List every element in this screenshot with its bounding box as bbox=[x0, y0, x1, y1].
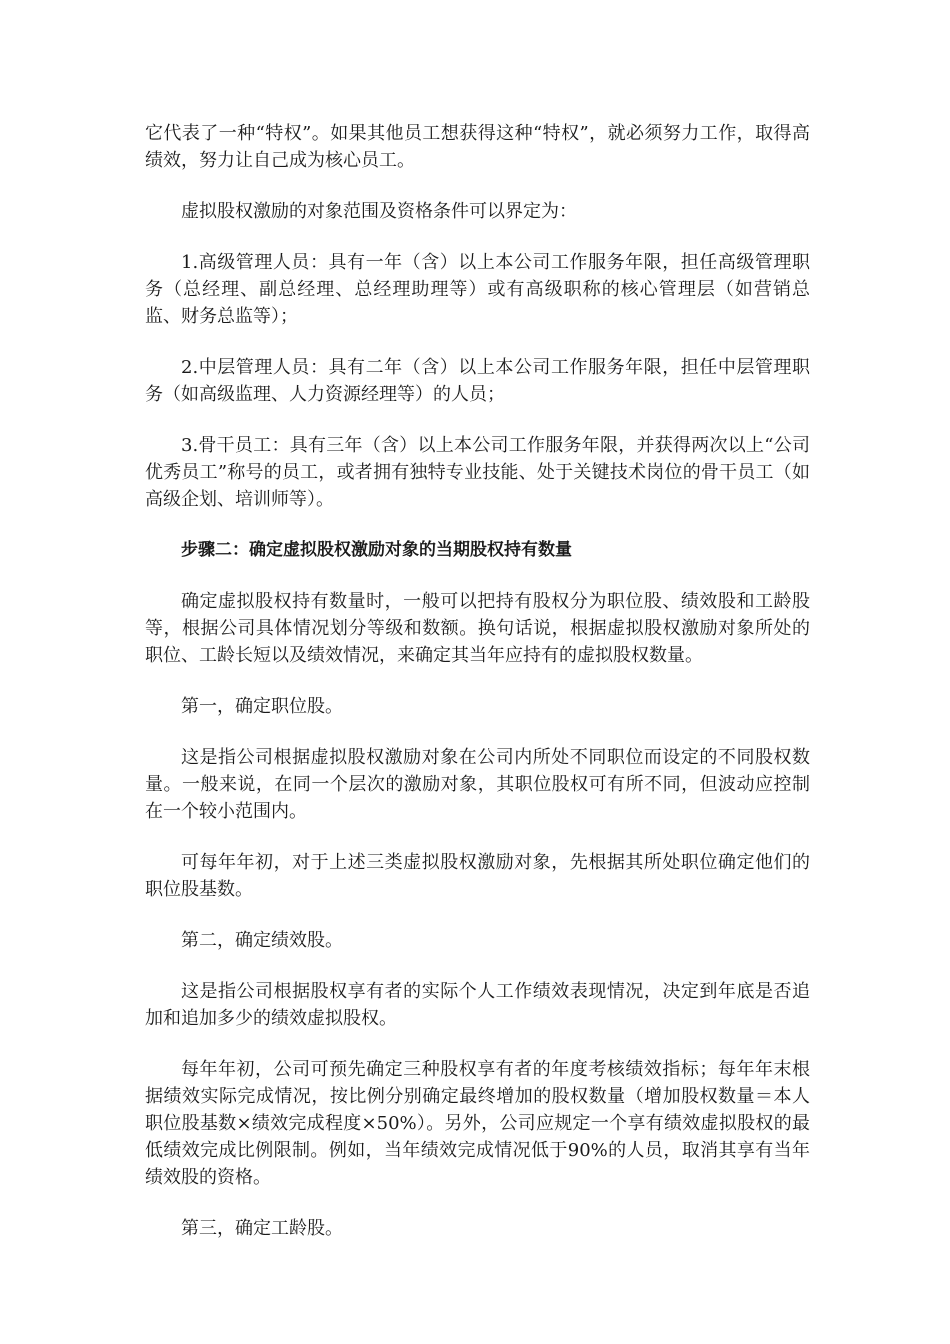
paragraph-performance-shares-rules: 每年年初，公司可预先确定三种股权享有者的年度考核绩效指标；每年年末根据绩效实际完成情况，按比例分别确定最终增加的股权数量（增加股权数量＝本人职位股基数×绩效完成程度×50%）。另外，公司应规定一个享有绩效虚拟股权的最低绩效完成比例限制。例如，当年绩效完成情况低于90%的人员，取消其享有当年绩效股的资格。 bbox=[145, 1059, 810, 1188]
paragraph-performance-shares-title: 第二，确定绩效股。 bbox=[181, 930, 343, 951]
paragraph-middle-managers: 2.中层管理人员：具有二年（含）以上本公司工作服务年限，担任中层管理职务（如高级监理、人力资源经理等）的人员； bbox=[145, 357, 810, 405]
section-heading-step-two: 步骤二：确定虚拟股权激励对象的当期股权持有数量 bbox=[181, 540, 572, 560]
paragraph-seniority-shares-title: 第三，确定工龄股。 bbox=[181, 1218, 343, 1239]
paragraph-position-shares-base: 可每年年初，对于上述三类虚拟股权激励对象，先根据其所处职位确定他们的职位股基数。 bbox=[145, 852, 810, 900]
paragraph-position-shares-title: 第一，确定职位股。 bbox=[181, 696, 343, 717]
paragraph-scope-intro: 虚拟股权激励的对象范围及资格条件可以界定为： bbox=[181, 201, 577, 222]
document-page bbox=[145, 120, 810, 1266]
paragraph-position-shares-desc: 这是指公司根据虚拟股权激励对象在公司内所处不同职位而设定的不同股权数量。一般来说，在同一个层次的激励对象，其职位股权可有所不同，但波动应控制在一个较小范围内。 bbox=[145, 747, 810, 822]
paragraph-performance-shares-desc: 这是指公司根据股权享有者的实际个人工作绩效表现情况，决定到年底是否追加和追加多少的绩效虚拟股权。 bbox=[145, 981, 810, 1029]
paragraph-quantity-intro: 确定虚拟股权持有数量时，一般可以把持有股权分为职位股、绩效股和工龄股等，根据公司具体情况划分等级和数额。换句话说，根据虚拟股权激励对象所处的职位、工龄长短以及绩效情况，来确定其当年应持有的虚拟股权数量。 bbox=[145, 591, 810, 666]
paragraph-senior-managers: 1.高级管理人员：具有一年（含）以上本公司工作服务年限，担任高级管理职务（总经理、副总经理、总经理助理等）或有高级职称的核心管理层（如营销总监、财务总监等）； bbox=[145, 252, 810, 327]
paragraph-key-employees: 3.骨干员工：具有三年（含）以上本公司工作服务年限，并获得两次以上“公司优秀员工”称号的员工，或者拥有独特专业技能、处于关键技术岗位的骨干员工（如高级企划、培训师等）。 bbox=[145, 435, 810, 510]
paragraph-privilege: 它代表了一种“特权”。如果其他员工想获得这种“特权”，就必须努力工作，取得高绩效，努力让自己成为核心员工。 bbox=[145, 123, 810, 171]
